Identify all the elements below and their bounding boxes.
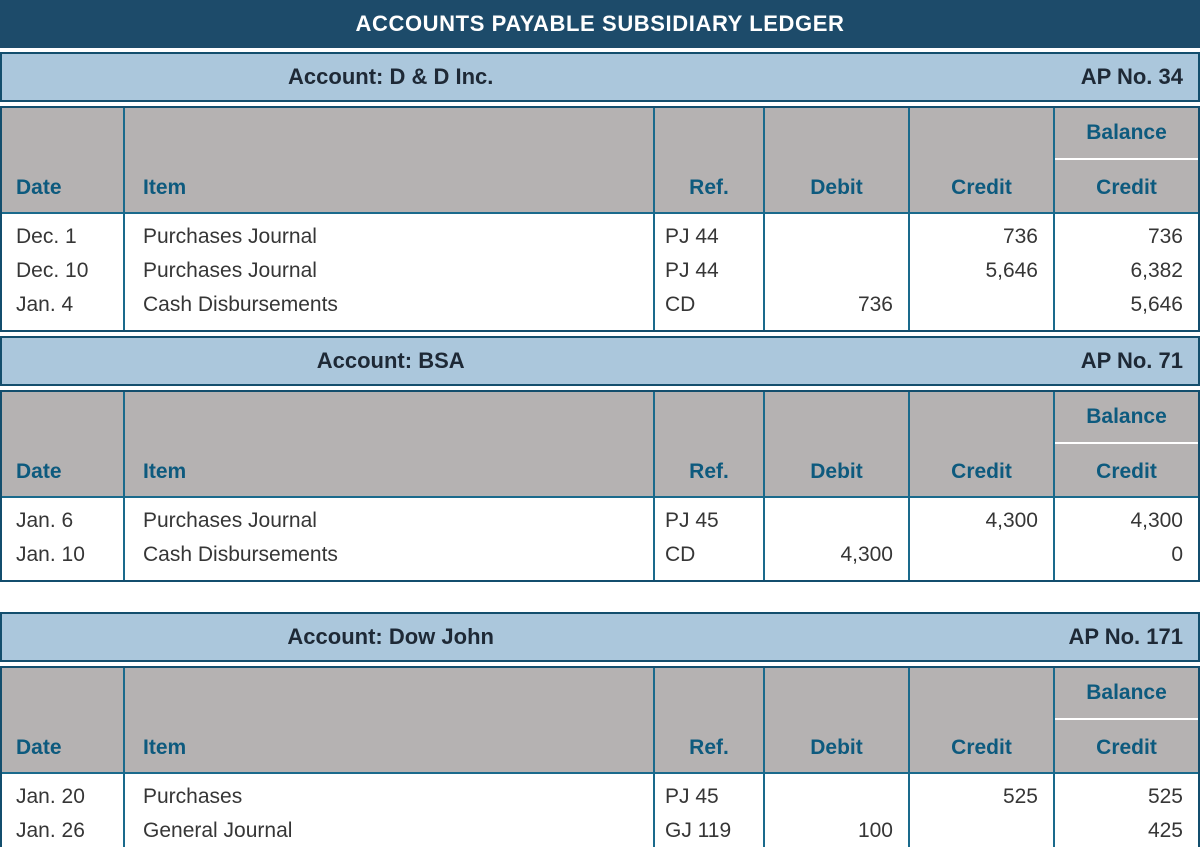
column-header-ref: Ref. <box>655 108 765 212</box>
cell-balance: 0 <box>1171 543 1183 566</box>
cell-credit: 525 <box>1002 785 1038 808</box>
column-credit <box>910 774 1055 847</box>
column-header-balance: Balance <box>1055 668 1198 720</box>
cell-credit: 736 <box>1002 225 1038 248</box>
column-header-credit: Credit <box>910 668 1055 772</box>
column-header-debit: Debit <box>765 668 910 772</box>
account-band-dow-john <box>0 612 1200 662</box>
cell-debit <box>765 220 908 254</box>
column-header-item: Item <box>125 108 655 212</box>
column-ref <box>655 774 765 847</box>
ledger-table-dow-john <box>0 666 1200 847</box>
cell-balance: 5,646 <box>1130 293 1183 316</box>
column-debit <box>765 774 910 847</box>
column-header-balance: Balance <box>1055 108 1198 160</box>
account-name: Account: BSA <box>316 348 465 373</box>
cell-date: Jan. 6 <box>16 509 74 532</box>
column-credit <box>910 498 1055 580</box>
cell-ref: CD <box>665 543 696 566</box>
cell-debit: 736 <box>857 293 893 316</box>
column-debit <box>765 214 910 330</box>
cell-credit <box>910 288 1053 322</box>
column-item <box>125 498 655 580</box>
column-header-balance: Balance <box>1055 392 1198 444</box>
table-header <box>2 392 1198 498</box>
column-ref <box>655 214 765 330</box>
cell-ref: PJ 44 <box>665 225 719 248</box>
column-header-balance-credit: Credit <box>1096 176 1157 199</box>
cell-item: Cash Disbursements <box>143 293 338 316</box>
cell-balance: 425 <box>1147 819 1183 842</box>
cell-item: General Journal <box>143 819 293 842</box>
ledger-table-dd-inc <box>0 106 1200 332</box>
column-balance <box>1055 214 1198 330</box>
column-item <box>125 214 655 330</box>
cell-item: Purchases Journal <box>143 259 317 282</box>
table-body <box>2 214 1198 330</box>
table-body <box>2 498 1198 580</box>
cell-credit: 4,300 <box>985 509 1038 532</box>
cell-debit <box>765 254 908 288</box>
cell-date: Jan. 10 <box>16 543 85 566</box>
column-ref <box>655 498 765 580</box>
cell-date: Dec. 10 <box>16 259 89 282</box>
cell-item: Cash Disbursements <box>143 543 338 566</box>
cell-ref: GJ 119 <box>665 819 732 842</box>
column-credit <box>910 214 1055 330</box>
section-gap <box>0 582 1200 612</box>
ap-number: AP No. 71 <box>1080 348 1183 373</box>
cell-balance: 6,382 <box>1130 259 1183 282</box>
account-name: Account: D & D Inc. <box>288 64 494 89</box>
cell-debit: 4,300 <box>840 543 893 566</box>
column-header-debit: Debit <box>765 108 910 212</box>
table-header <box>2 108 1198 214</box>
cell-debit <box>765 504 908 538</box>
cell-ref: PJ 45 <box>665 785 719 808</box>
cell-credit <box>910 814 1053 847</box>
cell-ref: PJ 44 <box>665 259 719 282</box>
column-date <box>2 214 125 330</box>
account-band-bsa <box>0 336 1200 386</box>
column-date <box>2 498 125 580</box>
column-header-credit: Credit <box>910 392 1055 496</box>
column-header-debit: Debit <box>765 392 910 496</box>
column-header-date: Date <box>2 668 125 772</box>
account-name: Account: Dow John <box>287 624 494 649</box>
column-date <box>2 774 125 847</box>
cell-date: Dec. 1 <box>16 225 77 248</box>
title-bar <box>0 0 1200 48</box>
column-header-item: Item <box>125 668 655 772</box>
ap-number: AP No. 171 <box>1068 624 1183 649</box>
cell-item: Purchases Journal <box>143 509 317 532</box>
table-body <box>2 774 1198 847</box>
column-balance <box>1055 498 1198 580</box>
column-debit <box>765 498 910 580</box>
account-band-dd-inc <box>0 52 1200 102</box>
cell-debit: 100 <box>857 819 893 842</box>
column-header-ref: Ref. <box>655 668 765 772</box>
cell-balance: 525 <box>1147 785 1183 808</box>
cell-ref: PJ 45 <box>665 509 719 532</box>
cell-debit <box>765 780 908 814</box>
cell-date: Jan. 4 <box>16 293 74 316</box>
column-header-balance-credit: Credit <box>1096 460 1157 483</box>
ledger-table-bsa <box>0 390 1200 582</box>
cell-item: Purchases <box>143 785 243 808</box>
column-balance <box>1055 774 1198 847</box>
column-item <box>125 774 655 847</box>
cell-ref: CD <box>665 293 696 316</box>
page-title: ACCOUNTS PAYABLE SUBSIDIARY LEDGER <box>355 11 845 36</box>
column-header-date: Date <box>2 108 125 212</box>
column-header-item: Item <box>125 392 655 496</box>
cell-item: Purchases Journal <box>143 225 317 248</box>
column-header-balance-credit: Credit <box>1096 736 1157 759</box>
cell-balance: 4,300 <box>1130 509 1183 532</box>
column-header-date: Date <box>2 392 125 496</box>
cell-date: Jan. 20 <box>16 785 85 808</box>
cell-credit: 5,646 <box>985 259 1038 282</box>
cell-date: Jan. 26 <box>16 819 85 842</box>
column-header-ref: Ref. <box>655 392 765 496</box>
ap-number: AP No. 34 <box>1080 64 1183 89</box>
table-header <box>2 668 1198 774</box>
cell-credit <box>910 538 1053 572</box>
column-header-credit: Credit <box>910 108 1055 212</box>
cell-balance: 736 <box>1147 225 1183 248</box>
